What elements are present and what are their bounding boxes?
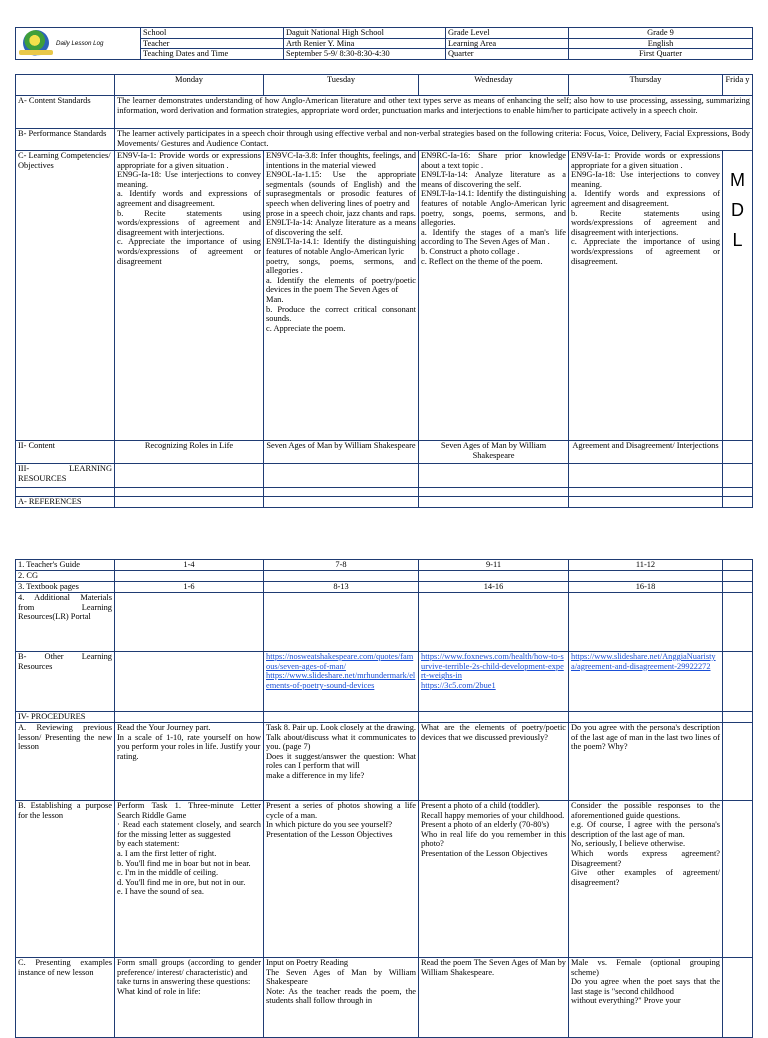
content-standards-text: The learner demonstrates understanding of how Anglo-American literature and other text types serve as means of enhancing the self; also how to use processing, assessing, summarizing information, word derivation and formation strategies, appropriate word order, punctuation marks and interjections to enable him/her to participate actively in a speech choir. bbox=[115, 96, 753, 129]
empty-cell bbox=[723, 958, 753, 1038]
other-resources-thursday bbox=[569, 652, 723, 712]
day-tuesday: Tuesday bbox=[264, 75, 419, 96]
school-seal-icon bbox=[23, 30, 49, 56]
proc-b-tuesday: Present a series of photos showing a life cycle of a man. In which picture do you see yourself? Presentation of the Lesson Objectives bbox=[264, 801, 419, 958]
empty-cell bbox=[115, 652, 264, 712]
proc-a-monday: Read the Your Journey part. In a scale of 1-10, rate yourself on how you perform your roles in life. Justify your rating. bbox=[115, 723, 264, 801]
empty-cell bbox=[723, 801, 753, 958]
grade-level-label: Grade Level bbox=[446, 28, 569, 39]
tg-thursday: 11-12 bbox=[569, 560, 723, 571]
friday-mdl: M D L bbox=[723, 151, 753, 441]
learning-area-value: English bbox=[569, 38, 753, 49]
empty-cell bbox=[115, 571, 264, 582]
empty-cell bbox=[264, 497, 419, 508]
proc-c-wednesday: Read the poem The Seven Ages of Man by William Shakespeare. bbox=[419, 958, 569, 1038]
empty-cell bbox=[723, 464, 753, 488]
empty-cell bbox=[264, 712, 419, 723]
link-agreement-disagreement[interactable]: https://www.slideshare.net/AnggiaNuaristya/agreement-and-disagreement-29922272 bbox=[571, 652, 716, 671]
empty-cell bbox=[264, 593, 419, 652]
content-standards-label: A- Content Standards bbox=[16, 96, 115, 129]
proc-b-wednesday: Present a photo of a child (toddler). Recall happy memories of your childhood. Present a photo of an elderly (70-80's) Who in real life do you remember in this photo? Presentation of the Lesson Objectives bbox=[419, 801, 569, 958]
additional-materials-label: 4. Additional Materials from Learning Resources(LR) Portal bbox=[16, 593, 115, 652]
tg-friday bbox=[723, 560, 753, 571]
empty-cell bbox=[16, 488, 115, 497]
proc-c-label: C. Presenting examples instance of new lesson bbox=[16, 958, 115, 1038]
content-thursday: Agreement and Disagreement/ Interjections bbox=[569, 441, 723, 464]
empty-cell bbox=[419, 712, 569, 723]
teacher-value: Arth Renier Y. Mina bbox=[284, 38, 446, 49]
empty-cell bbox=[569, 488, 723, 497]
empty-cell bbox=[115, 464, 264, 488]
day-wednesday: Wednesday bbox=[419, 75, 569, 96]
proc-b-label: B. Establishing a purpose for the lesson bbox=[16, 801, 115, 958]
empty-cell bbox=[569, 593, 723, 652]
empty-cell bbox=[723, 593, 753, 652]
empty-cell bbox=[569, 712, 723, 723]
empty-cell bbox=[115, 497, 264, 508]
tb-tuesday: 8-13 bbox=[264, 582, 419, 593]
day-friday: Frida y bbox=[723, 75, 753, 96]
tb-monday: 1-6 bbox=[115, 582, 264, 593]
competencies-tuesday: EN9VC-Ia-3.8: Infer thoughts, feelings, and intentions in the material viewed EN9OL-Ia-1.15: Use the appropriate segmentals (sounds of English) and the suprasegmentals or prosodic features of speech when delivering lines of poetry and prose in a speech choir, jazz chants and raps. EN9LT-Ia-14: Analyze literature as a means of discovering the self. EN9LT-Ia-14.1: Identify the distinguishing features of notable Anglo-American lyric poetry, songs, poems, sermons, and allegories . a. Identify the elements of poetry/poetic devices in the poem The Seven Ages of Man. b. Produce the correct critical consonant sounds. c. Appreciate the poem. bbox=[264, 151, 419, 441]
tg-monday: 1-4 bbox=[115, 560, 264, 571]
header-table bbox=[15, 27, 753, 60]
empty-cell bbox=[264, 488, 419, 497]
grade-level-value: Grade 9 bbox=[569, 28, 753, 39]
empty-cell bbox=[569, 464, 723, 488]
dates-label: Teaching Dates and Time bbox=[141, 49, 284, 60]
tb-wednesday: 14-16 bbox=[419, 582, 569, 593]
performance-standards-label: B- Performance Standards bbox=[16, 129, 115, 151]
empty-cell bbox=[723, 497, 753, 508]
competencies-thursday: EN9V-Ia-1: Provide words or expressions appropriate for a given situation . EN9G-Ia-18: Use interjections to convey meaning. a. Identify words and expressions of agreement and disagreement. b. Recite statements using words/expressions of agreement and disagreement with interjections. c. Appreciate the importance of using words/expressions of agreement or disagreement. bbox=[569, 151, 723, 441]
competencies-label: C- Learning Competencies/ Objectives bbox=[16, 151, 115, 441]
proc-a-thursday: Do you agree with the persona's description of the last age of man in the last two lines of the poem? Why? bbox=[569, 723, 723, 801]
other-resources-wednesday bbox=[419, 652, 569, 712]
proc-c-monday: Form small groups (according to gender preference/ interest/ characteristic) and take turns in answering these questions: What kind of role in life: bbox=[115, 958, 264, 1038]
tg-tuesday: 7-8 bbox=[264, 560, 419, 571]
empty-cell bbox=[723, 652, 753, 712]
lesson-table-bottom bbox=[15, 559, 753, 1038]
cg-label: 2. CG bbox=[16, 571, 115, 582]
empty-cell bbox=[723, 571, 753, 582]
empty-cell bbox=[419, 497, 569, 508]
content-monday: Recognizing Roles in Life bbox=[115, 441, 264, 464]
link-foxnews-terrible-2s[interactable]: https://www.foxnews.com/health/how-to-survive-terrible-2s-child-development-expert-weighs-in bbox=[421, 652, 564, 681]
empty-cell bbox=[264, 464, 419, 488]
link-3c5[interactable]: https://3c5.com/2bue1 bbox=[421, 680, 496, 690]
empty-cell bbox=[115, 712, 264, 723]
other-resources-label: B- Other Learning Resources bbox=[16, 652, 115, 712]
teachers-guide-label: 1. Teacher's Guide bbox=[16, 560, 115, 571]
content-friday bbox=[723, 441, 753, 464]
content-wednesday: Seven Ages of Man by William Shakespeare bbox=[419, 441, 569, 464]
link-elements-of-poetry[interactable]: https://www.slideshare.net/mrhundermark/elements-of-poetry-sound-devices bbox=[266, 671, 416, 690]
link-seven-ages-quote[interactable]: https://nosweatshakespeare.com/quotes/famous/seven-ages-of-man/ bbox=[266, 652, 414, 671]
empty-cell bbox=[419, 464, 569, 488]
corner-cell bbox=[16, 75, 115, 96]
proc-b-monday: Perform Task 1. Three-minute Letter Search Riddle Game · Read each statement closely, and search for the missing letter as suggested by each statement: a. I am the first letter of right. b. You'll find me in boar but not in bear. c. I'm in the middle of ceiling. d. You'll find me in ore, but not in our. e. I have the sound of sea. bbox=[115, 801, 264, 958]
proc-c-thursday: Male vs. Female (optional grouping scheme) Do you agree when the poet says that the last stage is "second childhood without everything?" Prove your bbox=[569, 958, 723, 1038]
dll-title: Daily Lesson Log bbox=[56, 40, 104, 47]
day-monday: Monday bbox=[115, 75, 264, 96]
tb-thursday: 16-18 bbox=[569, 582, 723, 593]
empty-cell bbox=[723, 712, 753, 723]
empty-cell bbox=[569, 571, 723, 582]
competencies-monday: EN9V-Ia-1: Provide words or expressions appropriate for a given situation . EN9G-Ia-18: Use interjections to convey meaning. a. Identify words and expressions of agreement and disagreement. b. Recite statements using words/expressions of agreement and disagreement with interjections. c. Appreciate the importance of using words/expressions of agreement or disagreement bbox=[115, 151, 264, 441]
empty-cell bbox=[723, 488, 753, 497]
content-tuesday: Seven Ages of Man by William Shakespeare bbox=[264, 441, 419, 464]
learning-area-label: Learning Area bbox=[446, 38, 569, 49]
empty-cell bbox=[419, 488, 569, 497]
proc-a-label: A. Reviewing previous lesson/ Presenting the new lesson bbox=[16, 723, 115, 801]
empty-cell bbox=[115, 488, 264, 497]
empty-cell bbox=[419, 593, 569, 652]
empty-cell bbox=[723, 723, 753, 801]
empty-cell bbox=[115, 593, 264, 652]
tb-friday bbox=[723, 582, 753, 593]
procedures-label: IV- PROCEDURES bbox=[16, 712, 115, 723]
quarter-value: First Quarter bbox=[569, 49, 753, 60]
tg-wednesday: 9-11 bbox=[419, 560, 569, 571]
day-thursday: Thursday bbox=[569, 75, 723, 96]
empty-cell bbox=[264, 571, 419, 582]
proc-a-tuesday: Task 8. Pair up. Look closely at the drawing. Talk about/discuss what it communicates to you. (page 7) Does it suggest/answer the question: What roles can I perform that will make a difference in my life? bbox=[264, 723, 419, 801]
empty-cell bbox=[569, 497, 723, 508]
empty-cell bbox=[419, 571, 569, 582]
teacher-label: Teacher bbox=[141, 38, 284, 49]
competencies-wednesday: EN9RC-Ia-16: Share prior knowledge about a text topic . EN9LT-Ia-14: Analyze literature as a means of discovering the self. EN9LT-Ia-14.1: Identify the distinguishing features of notable Anglo-American lyric poetry, songs, poems, sermons, and allegories. a. Identify the stages of a man's life according to The Seven Ages of Man . b. Construct a photo collage . c. Reflect on the theme of the poem. bbox=[419, 151, 569, 441]
proc-a-wednesday: What are the elements of poetry/poetic devices that we discussed previously? bbox=[419, 723, 569, 801]
references-label: A- REFERENCES bbox=[16, 497, 115, 508]
performance-standards-text: The learner actively participates in a speech choir through using effective verbal and non-verbal strategies based on the following criteria: Focus, Voice, Delivery, Facial Expressions, Body Movements/ Gestures and Audience Contact. bbox=[115, 129, 753, 151]
learning-resources-label: III- LEARNING RESOURCES bbox=[16, 464, 115, 488]
school-logo-cell bbox=[16, 28, 141, 60]
textbook-label: 3. Textbook pages bbox=[16, 582, 115, 593]
content-label: II- Content bbox=[16, 441, 115, 464]
school-value: Daguit National High School bbox=[284, 28, 446, 39]
dates-value: September 5-9/ 8:30-8:30-4:30 bbox=[284, 49, 446, 60]
other-resources-tuesday bbox=[264, 652, 419, 712]
school-label: School bbox=[141, 28, 284, 39]
lesson-table-top bbox=[15, 74, 753, 508]
proc-b-thursday: Consider the possible responses to the aforementioned guide questions. e.g. Of course, I agree with the persona's description of the last age of man. No, seriously, I believe otherwise. Which words express agreement? Disagreement? Give other examples of agreement/ disagreement? bbox=[569, 801, 723, 958]
proc-c-tuesday: Input on Poetry Reading The Seven Ages of Man by William Shakespeare Note: As the teacher reads the poem, the students shall follow through in bbox=[264, 958, 419, 1038]
quarter-label: Quarter bbox=[446, 49, 569, 60]
